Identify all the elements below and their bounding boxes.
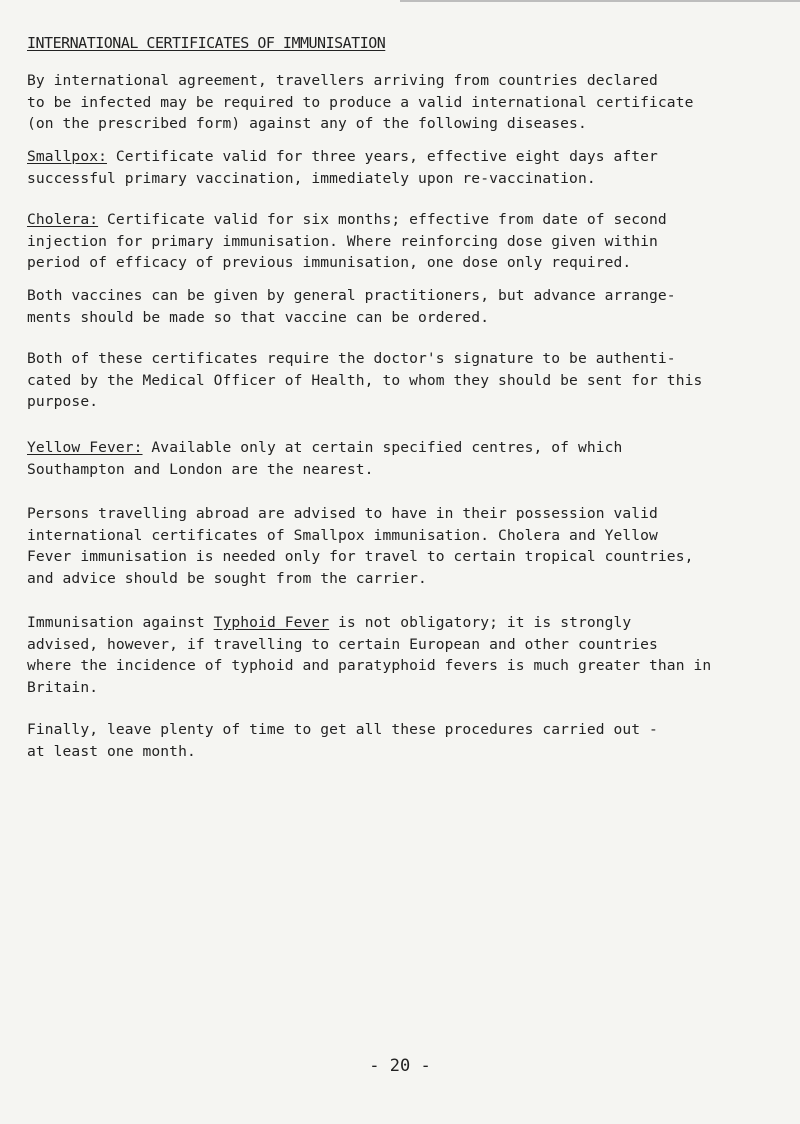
vaccines-paragraph: Both vaccines can be given by general practitioners, but advance arrange- ments should be made so that vaccine can be ordered. [27,287,676,326]
yellow-fever-text: Available only at certain specified centres, of which Southampton and London are the nearest. [27,439,623,478]
typhoid-text-before: Immunisation against [27,614,214,631]
typhoid-text-after: is not obligatory; it is strongly advised, however, if travelling to certain European and other countries where the incidence of typhoid and paratyphoid fevers is much greater than in Britain. [27,614,712,696]
yellow-fever-paragraph [27,437,787,480]
page-title: INTERNATIONAL CERTIFICATES OF IMMUNISATION [27,34,386,52]
smallpox-paragraph [27,146,787,189]
smallpox-heading: Smallpox: [27,148,107,165]
yellow-fever-heading: Yellow Fever: [27,439,143,456]
finally-paragraph: Finally, leave plenty of time to get all these procedures carried out - at least one month. [27,721,658,760]
cholera-paragraph [27,209,787,274]
cholera-text: Certificate valid for six months; effective from date of second injection for primary immunisation. Where reinforcing dose given within period of efficacy of previous immunisation, one dose only required. [27,211,667,271]
cholera-heading: Cholera: [27,211,99,228]
persons-paragraph: Persons travelling abroad are advised to have in their possession valid international certificates of Smallpox immunisation. Cholera and Yellow Fever immunisation is needed only for travel to certain tropical countries, and advice should be sought from the carrier. [27,505,694,587]
smallpox-text: Certificate valid for three years, effective eight days after successful primary vaccination, immediately upon re-vaccination. [27,148,658,187]
typhoid-paragraph [27,612,787,698]
top-edge-rule [400,0,800,2]
typhoid-heading: Typhoid Fever [213,614,330,631]
intro-paragraph: By international agreement, travellers arriving from countries declared to be infected may be required to produce a valid international certificate (on the prescribed form) against any of the following diseases. [27,72,694,132]
certificates-paragraph: Both of these certificates require the doctor's signature to be authenti- cated by the Medical Officer of Health, to whom they should be sent for this purpose. [27,350,703,410]
page-number: - 20 - [369,1056,431,1076]
